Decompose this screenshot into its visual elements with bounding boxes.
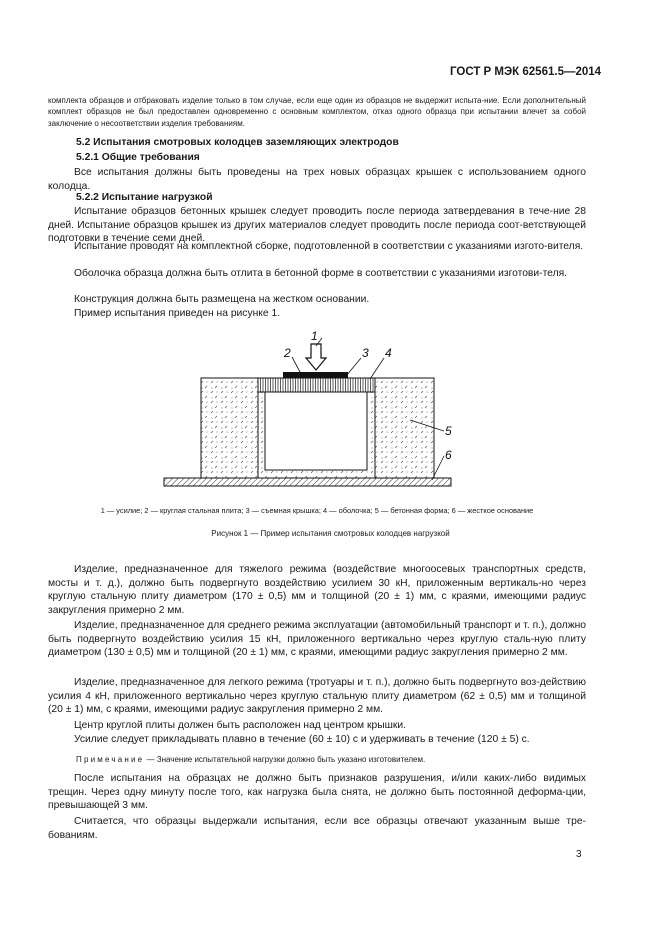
force-arrow-icon: [306, 344, 326, 370]
figure-label-3: 3: [362, 346, 369, 360]
note-text: — Значение испытательной нагрузки должно быть указано изготовителем.: [144, 755, 426, 764]
paragraph-load-test-5: Пример испытания приведен на рисунке 1.: [74, 308, 281, 319]
paragraph-load-test-3: Оболочка образца должна быть отлита в бетонной форме в соответствии с указаниями изготови-теля.: [74, 268, 568, 279]
paragraph-load-test-2: Испытание проводят на комплектной сборке, подготовленной в соответствии с указаниями изгото-вителя.: [74, 241, 584, 252]
document-header: ГОСТ Р МЭК 62561.5—2014: [450, 66, 602, 78]
paragraph-medium-duty: Изделие, предназначенное для среднего режима эксплуатации (автомобильный транспорт и т. п.), должно быть подвергнуто воздействию усилия 15 кН, приложенного вертикально через круглую сталь-ную плиту диаметром (130 ± 0,5) мм и толщиной (20 ± 1) мм, с краями, имеющими радиус закругления примерно 2 мм.: [48, 620, 586, 658]
paragraph-conclusion: Считается, что образцы выдержали испытания, если все образцы отвечают указанным выше тре-бованиям.: [48, 816, 586, 841]
figure-label-4: 4: [385, 346, 392, 360]
shell-casing: [258, 392, 375, 478]
section-heading-5-2: 5.2 Испытания смотровых колодцев заземляющих электродов: [76, 137, 399, 148]
note-label: Примечание: [76, 755, 145, 764]
figure-legend: 1 — усилие; 2 — круглая стальная плита; 3 — съемная крышка; 4 — оболочка; 5 — бетонная форма; 6 — жесткое основание: [100, 506, 534, 515]
subsection-heading-5-2-1: 5.2.1 Общие требования: [76, 152, 200, 163]
rigid-base: [164, 478, 451, 486]
intro-paragraph: комплекта образцов и отбраковать изделие только в том случае, если еще один из образцов не выдержит испыта-ние. Если дополнительный комплект образцов не был предоставлен одновременно с основным комплектом, отказ одного образца при испытании влечет за собой заключение о несоответствии изделия требованиям.: [48, 96, 586, 128]
paragraph-load-test-1: Испытание образцов бетонных крышек следует проводить после периода затвердевания в тече-ние 28 дней. Испытание образцов крышек из других материалов следует проводить после периода соот-ветствующей подготовки в течение семи дней.: [48, 206, 586, 244]
concrete-form-left: [201, 378, 258, 478]
paragraph-plate-center: Центр круглой плиты должен быть расположен над центром крышки.: [74, 720, 406, 731]
removable-cover: [258, 378, 375, 392]
paragraph-general-requirements: Все испытания должны быть проведены на трех новых образцах крышек с использованием одного колодца.: [48, 167, 586, 192]
figure-label-5: 5: [445, 424, 452, 438]
subsection-heading-5-2-2: 5.2.2 Испытание нагрузкой: [76, 192, 213, 203]
paragraph-force-application: Усилие следует прикладывать плавно в течение (60 ± 10) с и удерживать в течение (120 ± 5) с.: [74, 734, 530, 745]
paragraph-after-test: После испытания на образцах не должно быть признаков разрушения, и/или каких-либо видимых трещин. Через одну минуту после того, как нагрузка была снята, не должно быть постоянной деформа-ции, превышающей 3 мм.: [48, 773, 586, 811]
round-steel-plate: [283, 372, 348, 378]
figure-caption: Рисунок 1 — Пример испытания смотровых колодцев нагрузкой: [211, 529, 450, 538]
figure-manhole-test-diagram: [0, 322, 661, 494]
concrete-form-right: [375, 378, 434, 478]
page-number: 3: [576, 849, 582, 860]
figure-label-6: 6: [445, 448, 452, 462]
figure-label-2: 2: [284, 346, 291, 360]
paragraph-load-test-4: Конструкция должна быть размещена на жестком основании.: [74, 294, 370, 305]
paragraph-heavy-duty: Изделие, предназначенное для тяжелого режима (воздействие многоосевых транспортных средств, мосты и т. д.), должно быть подвергнуто воздействию усилием 30 кН, приложенным вертикаль-но через круглую стальную плиту диаметром (170 ± 0,5) мм и толщиной (20 ± 1) мм, с краями, имеющими радиус закругления примерно 2 мм.: [48, 564, 586, 616]
figure-label-1: 1: [311, 329, 318, 343]
note: [76, 755, 586, 764]
paragraph-light-duty: Изделие, предназначенное для легкого режима (тротуары и т. п.), должно быть подвергнуто воз-действию усилия 4 кН, приложенного вертикально через круглую стальную плиту диаметром (62 ± 0,5) мм и толщиной (20 ± 1) мм, с краями, имеющими радиус закругления примерно 2 мм.: [48, 677, 586, 715]
